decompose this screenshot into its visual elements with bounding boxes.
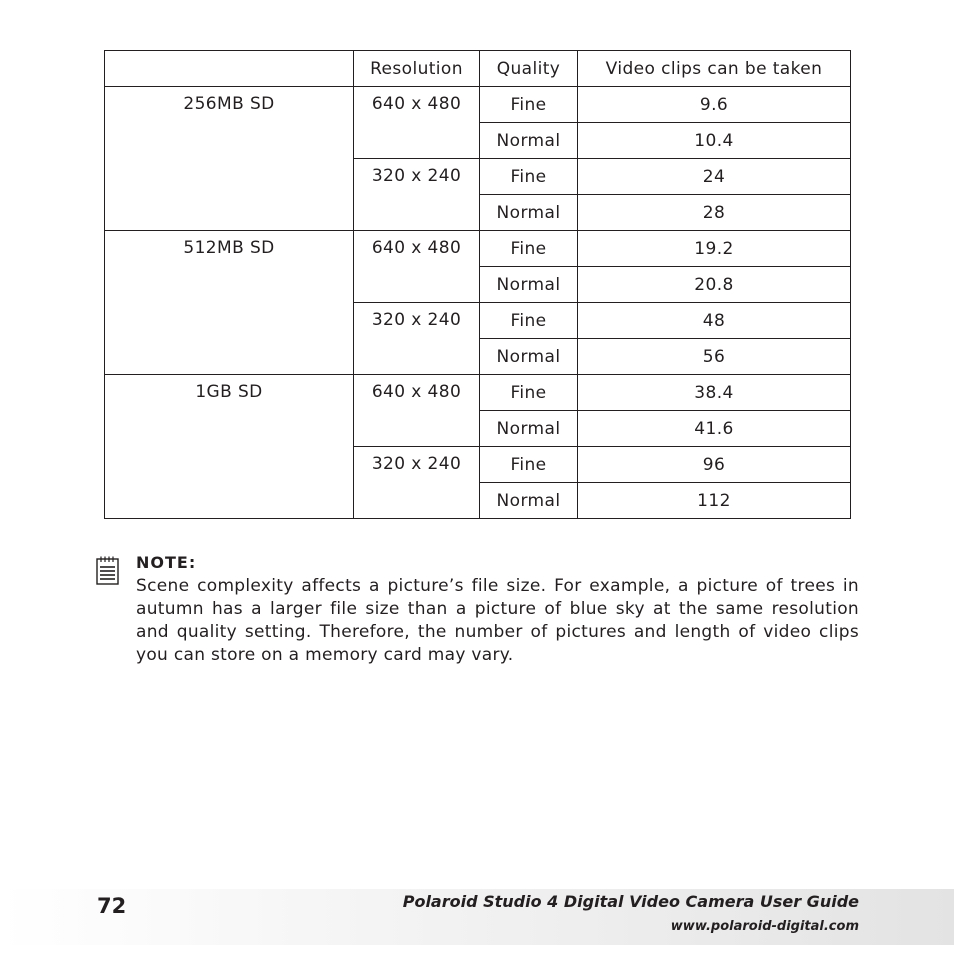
header-resolution: Resolution bbox=[354, 51, 480, 87]
clips-cell: 48 bbox=[578, 303, 851, 339]
note-body: Scene complexity affects a picture’s file size. For example, a picture of trees in autumn has a larger file size than a picture of blue sky at the same resolution and quality setting. Therefore, the number of pictures and length of video clips you can store on a memory card may vary. bbox=[136, 576, 859, 665]
card-size-cell: 512MB SD bbox=[105, 231, 354, 375]
header-card bbox=[105, 51, 354, 87]
clips-cell: 9.6 bbox=[578, 87, 851, 123]
resolution-cell: 640 x 480 bbox=[354, 231, 480, 303]
clips-cell: 10.4 bbox=[578, 123, 851, 159]
notepad-icon bbox=[95, 556, 121, 586]
guide-url: www.polaroid-digital.com bbox=[670, 919, 859, 934]
header-quality: Quality bbox=[480, 51, 578, 87]
clips-cell: 24 bbox=[578, 159, 851, 195]
table-row bbox=[105, 87, 851, 123]
quality-cell: Fine bbox=[480, 375, 578, 411]
quality-cell: Normal bbox=[480, 123, 578, 159]
clips-cell: 96 bbox=[578, 447, 851, 483]
card-size-cell: 1GB SD bbox=[105, 375, 354, 519]
clips-cell: 20.8 bbox=[578, 267, 851, 303]
clips-cell: 41.6 bbox=[578, 411, 851, 447]
clips-cell: 56 bbox=[578, 339, 851, 375]
resolution-cell: 640 x 480 bbox=[354, 87, 480, 159]
clips-cell: 19.2 bbox=[578, 231, 851, 267]
table-row bbox=[105, 231, 851, 267]
quality-cell: Normal bbox=[480, 483, 578, 519]
resolution-cell: 320 x 240 bbox=[354, 159, 480, 231]
quality-cell: Normal bbox=[480, 267, 578, 303]
quality-cell: Fine bbox=[480, 159, 578, 195]
page-number: 72 bbox=[97, 894, 127, 918]
quality-cell: Fine bbox=[480, 447, 578, 483]
resolution-cell: 320 x 240 bbox=[354, 303, 480, 375]
clips-cell: 112 bbox=[578, 483, 851, 519]
quality-cell: Normal bbox=[480, 411, 578, 447]
header-clips: Video clips can be taken bbox=[578, 51, 851, 87]
guide-title: Polaroid Studio 4 Digital Video Camera User Guide bbox=[402, 892, 859, 911]
quality-cell: Fine bbox=[480, 231, 578, 267]
table-row bbox=[105, 375, 851, 411]
clips-cell: 28 bbox=[578, 195, 851, 231]
note-title: NOTE: bbox=[136, 553, 197, 572]
table-body bbox=[105, 87, 851, 519]
card-size-cell: 256MB SD bbox=[105, 87, 354, 231]
quality-cell: Normal bbox=[480, 195, 578, 231]
quality-cell: Fine bbox=[480, 303, 578, 339]
resolution-cell: 320 x 240 bbox=[354, 447, 480, 519]
resolution-cell: 640 x 480 bbox=[354, 375, 480, 447]
quality-cell: Normal bbox=[480, 339, 578, 375]
table-header-row bbox=[105, 51, 851, 87]
clips-cell: 38.4 bbox=[578, 375, 851, 411]
clip-capacity-table bbox=[104, 50, 851, 519]
quality-cell: Fine bbox=[480, 87, 578, 123]
